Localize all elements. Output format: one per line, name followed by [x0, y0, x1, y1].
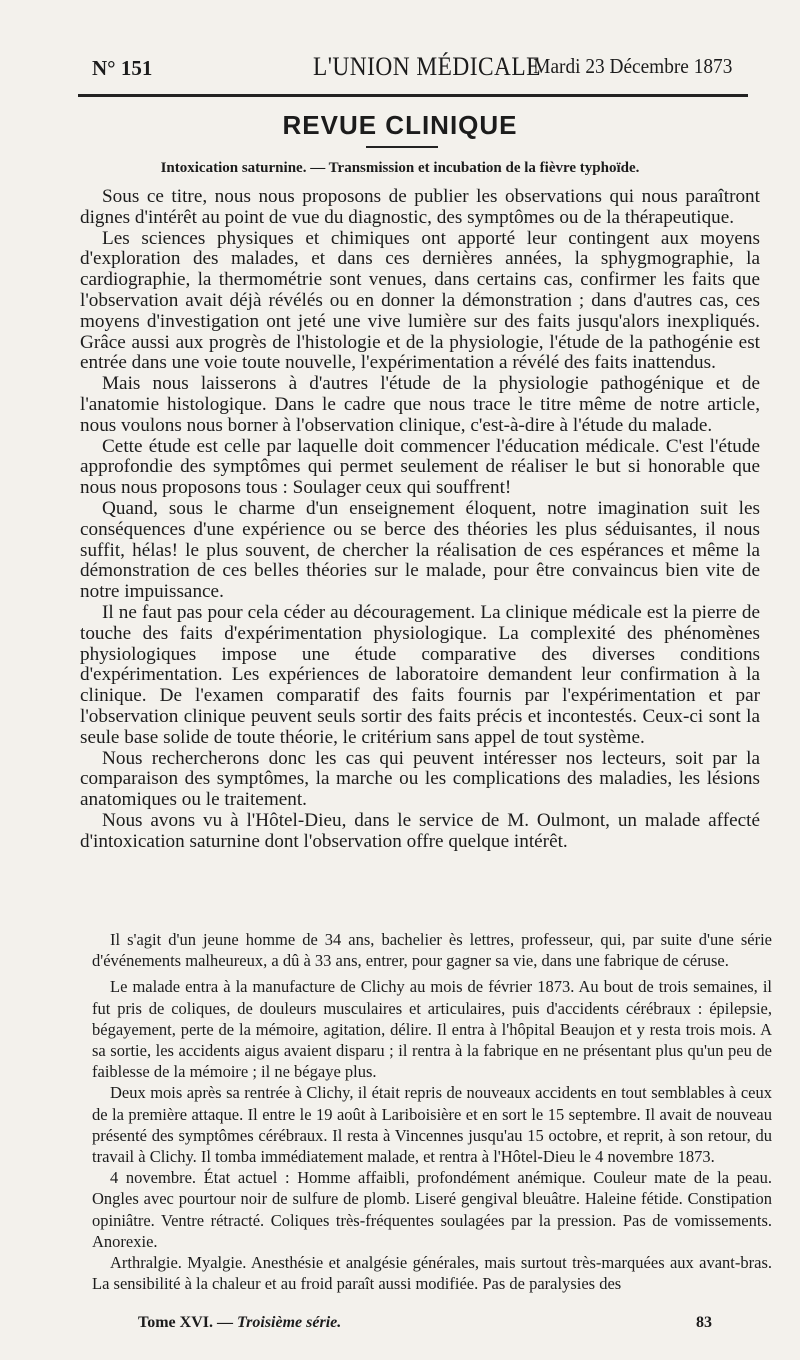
paragraph: Cette étude est celle par laquelle doit commencer l'éducation médicale. C'est l'étude approfondie des symptômes qui permet seulement de réaliser le but si honorable que nous nous proposons tous : Soulager ceux qui souffrent!	[80, 435, 760, 499]
paragraph: Il ne faut pas pour cela céder au découragement. La clinique médicale est la pierre de touche des faits d'expérimentation physiologique. La complexité des phénomènes physiologiques impose une étude comparative des diverses conditions d'expérimentation. Les expériences de laboratoire demandent leur confirmation à la clinique. De l'examen comparatif des faits fournis par l'expérimentation et par l'observation clinique peuvent seuls sortir des faits précis et incontestés. Ceux-ci sont la seule base solide de toute théorie, le critérium sans appel de tout système.	[80, 601, 760, 748]
header-rule	[78, 94, 748, 97]
tome-label: Tome XVI. —	[138, 1314, 233, 1331]
page-footer	[138, 1314, 712, 1338]
issue-number: N° 151	[92, 56, 153, 80]
paragraph: Sous ce titre, nous nous proposons de publier les observations qui nous paraîtront dignes d'intérêt au point de vue du diagnostic, des symptômes ou de la thérapeutique.	[80, 186, 760, 228]
observation-paragraph: Arthralgie. Myalgie. Anesthésie et analgésie générales, mais surtout très-marquées aux avant-bras. La sensibilité à la chaleur et au froid paraît aussi modifiée. Pas de paralysies des	[92, 1253, 772, 1294]
observation-paragraph: Le malade entra à la manufacture de Clichy au mois de février 1873. Au bout de trois semaines, il fut pris de coliques, de douleurs musculaires et articulaires, puis d'accidents cérébraux : épilepsie, bégayement, perte de la mémoire, agitation, délire. Il entra à l'hôpital Beaujon et y resta trois mois. A sa sortie, les accidents aigus avaient disparu ; il rentra à la fabrique en ne présentant plus qu'un peu de faiblesse de la mémoire ; il ne bégaye plus.	[92, 977, 772, 1082]
title-rule	[366, 146, 438, 148]
series-label: Troisième série.	[236, 1314, 342, 1331]
section-title: REVUE CLINIQUE	[282, 110, 518, 140]
article-body	[80, 187, 760, 853]
paragraph: Les sciences physiques et chimiques ont apporté leur contingent aux moyens d'exploration des malades, et dans ces dernières années, la sphygmographie, la cardiographie, la thermométrie sont venues, dans certains cas, confirmer les faits que l'observation avait déjà révélés ou en donner la démonstration ; dans d'autres cas, ces moyens d'investigation ont jeté une vive lumière sur des faits jusqu'alors inexpliqués. Grâce aussi aux progrès de l'histologie et de la physiologie, l'étude de la pathogénie est entrée dans une voie toute nouvelle, l'expérimentation a révélé des faits inattendus.	[80, 227, 760, 374]
page-number: 83	[696, 1314, 712, 1331]
paragraph: Quand, sous le charme d'un enseignement éloquent, notre imagination suit les conséquences d'une expérience ou se berce des théories les plus séduisantes, il nous suffit, hélas! le plus souvent, de chercher la réalisation de ces espérances et même la démonstration de ces belles théories sur le malade, pour être convaincus bien vite de notre impuissance.	[80, 497, 760, 603]
paragraph: Nous avons vu à l'Hôtel-Dieu, dans le service de M. Oulmont, un malade affecté d'intoxication saturnine dont l'observation offre quelque intérêt.	[80, 809, 760, 852]
paragraph: Mais nous laisserons à d'autres l'étude de la physiologie pathogénique et de l'anatomie histologique. Dans le cadre que nous trace le titre même de notre article, nous voulons nous borner à l'observation clinique, c'est-à-dire à l'étude du malade.	[80, 373, 760, 436]
case-observation	[92, 929, 772, 1294]
article-subtitle: Intoxication saturnine. — Transmission et incubation de la fièvre typhoïde.	[160, 160, 640, 176]
observation-paragraph: Deux mois après sa rentrée à Clichy, il était repris de nouveaux accidents en tout semblables à ceux de la première attaque. Il entre le 19 août à Lariboisière et en sort le 15 septembre. Il avait de nouveau présenté des symptômes cérébraux. Il resta à Vincennes jusqu'au 15 octobre, et reprit, à son retour, du travail à Clichy. Il tomba immédiatement malade, et rentra à l'Hôtel-Dieu le 4 novembre 1873.	[92, 1083, 772, 1167]
page-header	[88, 50, 738, 90]
journal-title: L'UNION MÉDICALE	[313, 52, 541, 81]
observation-paragraph: 4 novembre. État actuel : Homme affaibli, profondément anémique. Couleur mate de la peau. Ongles avec pourtour noir de sulfure de plomb. Liseré gengival bleuâtre. Haleine fétide. Constipation opiniâtre. Ventre rétracté. Coliques très-fréquentes soulagées par la pression. Pas de vomissements. Anorexie.	[92, 1168, 772, 1251]
paragraph: Nous rechercherons donc les cas qui peuvent intéresser nos lecteurs, soit par la comparaison des symptômes, la marche ou les complications des maladies, les lésions anatomiques ou le traitement.	[80, 747, 760, 811]
issue-date: Mardi 23 Décembre 1873	[532, 54, 732, 78]
observation-paragraph: Il s'agit d'un jeune homme de 34 ans, bachelier ès lettres, professeur, qui, par suite d'une série d'événements malheureux, a dû à 33 ans, entrer, pour gagner sa vie, dans une fabrique de céruse.	[92, 930, 772, 971]
volume-info	[138, 1314, 341, 1332]
